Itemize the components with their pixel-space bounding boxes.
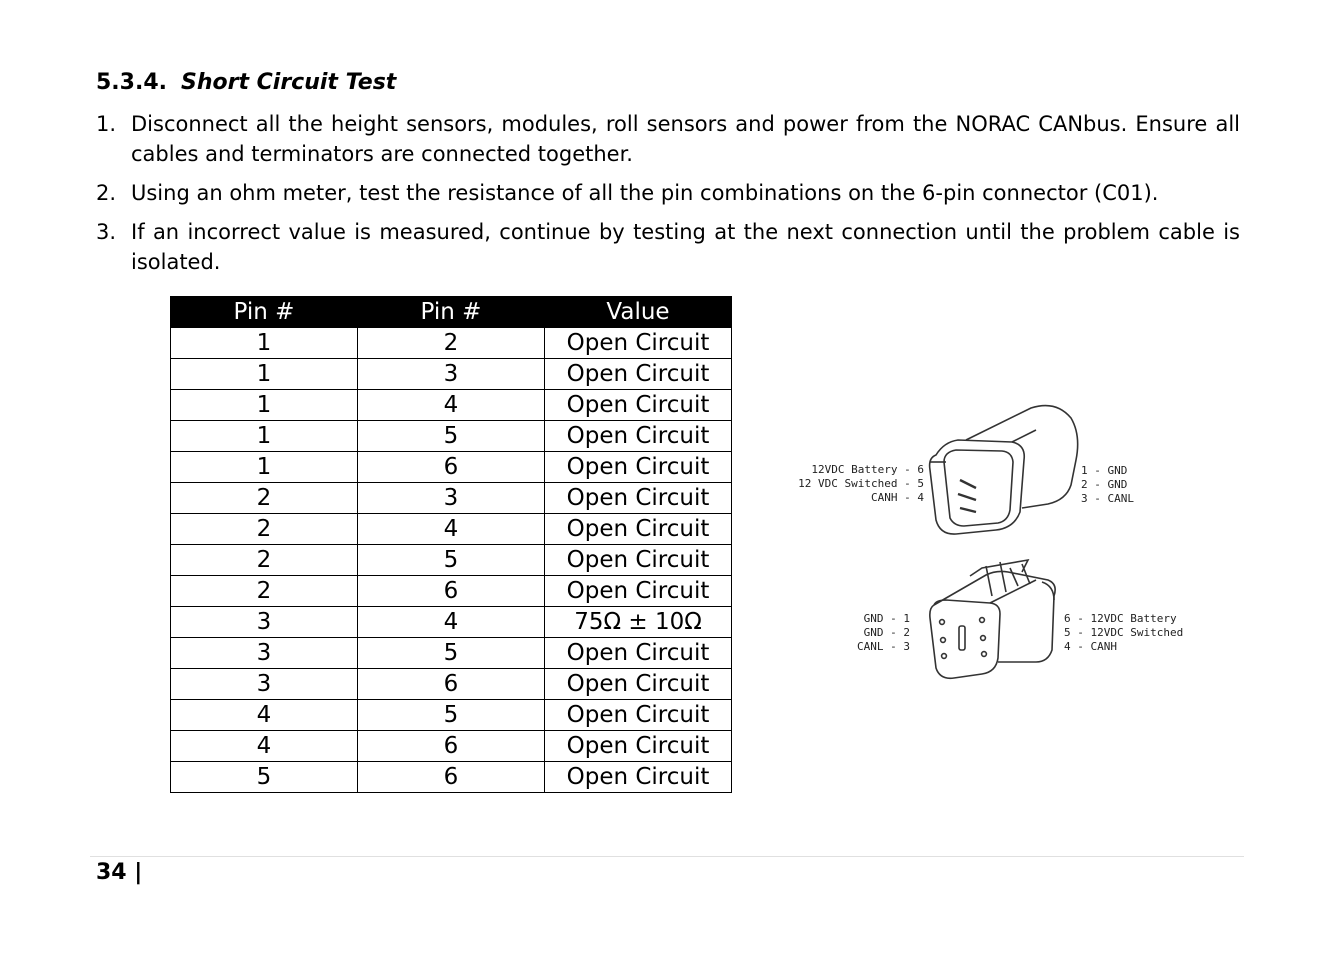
page-number: 34 | xyxy=(96,860,143,885)
table-row xyxy=(171,700,732,731)
cell-value: Open Circuit xyxy=(545,669,732,700)
step-item xyxy=(96,178,1240,208)
step-item xyxy=(96,217,1240,277)
bottom-left-labels xyxy=(826,612,910,654)
cell-pin-b: 2 xyxy=(358,328,545,359)
top-right-labels xyxy=(1081,464,1134,506)
top-connector-icon xyxy=(930,406,1078,535)
cell-value: Open Circuit xyxy=(545,390,732,421)
cell-value: Open Circuit xyxy=(545,421,732,452)
section-number: 5.3.4. xyxy=(96,70,167,95)
pin-label: GND - 1 xyxy=(863,612,910,625)
pin-label: 4 - CANH xyxy=(1064,640,1117,653)
step-number: 1. xyxy=(96,112,117,136)
pin-label: CANL - 3 xyxy=(857,640,910,653)
cell-value: Open Circuit xyxy=(545,483,732,514)
table-row xyxy=(171,731,732,762)
cell-pin-a: 1 xyxy=(171,452,358,483)
table-row xyxy=(171,421,732,452)
cell-pin-a: 2 xyxy=(171,514,358,545)
cell-pin-a: 1 xyxy=(171,421,358,452)
pin-resistance-table xyxy=(170,296,732,793)
cell-pin-b: 3 xyxy=(358,359,545,390)
cell-pin-a: 1 xyxy=(171,359,358,390)
table-row xyxy=(171,390,732,421)
cell-pin-a: 4 xyxy=(171,731,358,762)
table-row xyxy=(171,762,732,793)
cell-value: Open Circuit xyxy=(545,328,732,359)
cell-value: Open Circuit xyxy=(545,762,732,793)
pin-label: 6 - 12VDC Battery xyxy=(1064,612,1177,625)
table-row xyxy=(171,514,732,545)
cell-pin-a: 2 xyxy=(171,483,358,514)
cell-pin-b: 6 xyxy=(358,731,545,762)
pin-label: CANH - 4 xyxy=(871,491,924,504)
connector-drawing xyxy=(786,400,1206,700)
step-number: 2. xyxy=(96,181,117,205)
cell-value: Open Circuit xyxy=(545,452,732,483)
table-row xyxy=(171,483,732,514)
section-title: Short Circuit Test xyxy=(181,70,397,95)
cell-value: Open Circuit xyxy=(545,359,732,390)
cell-pin-b: 4 xyxy=(358,514,545,545)
cell-pin-a: 5 xyxy=(171,762,358,793)
pin-label: 5 - 12VDC Switched xyxy=(1064,626,1184,639)
pin-label: 3 - CANL xyxy=(1081,492,1134,505)
step-item xyxy=(96,109,1240,169)
cell-pin-b: 6 xyxy=(358,762,545,793)
cell-value: Open Circuit xyxy=(545,514,732,545)
steps-list xyxy=(96,109,1240,286)
cell-value: Open Circuit xyxy=(545,731,732,762)
pin-label: 12VDC Battery - 6 xyxy=(811,463,924,476)
header-pin-b: Pin # xyxy=(358,297,545,328)
cell-pin-b: 6 xyxy=(358,576,545,607)
header-pin-a: Pin # xyxy=(171,297,358,328)
top-left-labels xyxy=(786,463,924,505)
cell-pin-a: 1 xyxy=(171,328,358,359)
table-row xyxy=(171,328,732,359)
cell-pin-b: 5 xyxy=(358,545,545,576)
header-value: Value xyxy=(545,297,732,328)
step-text: Disconnect all the height sensors, modules, roll sensors and power from the NORAC CANbus. Ensure all cables and terminators are connected together. xyxy=(131,112,1240,166)
cell-pin-b: 4 xyxy=(358,390,545,421)
cell-value: Open Circuit xyxy=(545,638,732,669)
pin-label: 1 - GND xyxy=(1081,464,1128,477)
cell-pin-a: 3 xyxy=(171,669,358,700)
step-number: 3. xyxy=(96,220,117,244)
pin-label: GND - 2 xyxy=(863,626,910,639)
table-row xyxy=(171,452,732,483)
cell-value: Open Circuit xyxy=(545,576,732,607)
table-row xyxy=(171,607,732,638)
cell-value: Open Circuit xyxy=(545,700,732,731)
section-heading xyxy=(96,70,396,95)
cell-pin-a: 3 xyxy=(171,607,358,638)
cell-pin-b: 3 xyxy=(358,483,545,514)
cell-pin-a: 2 xyxy=(171,576,358,607)
step-text: Using an ohm meter, test the resistance of all the pin combinations on the 6-pin connector (C01). xyxy=(131,181,1159,205)
cell-pin-a: 4 xyxy=(171,700,358,731)
footer-divider xyxy=(90,856,1244,857)
cell-pin-a: 3 xyxy=(171,638,358,669)
table-row xyxy=(171,638,732,669)
cell-pin-a: 1 xyxy=(171,390,358,421)
bottom-right-labels xyxy=(1064,612,1183,654)
cell-value: Open Circuit xyxy=(545,545,732,576)
cell-pin-b: 6 xyxy=(358,452,545,483)
table-header-row xyxy=(171,297,732,328)
step-text: If an incorrect value is measured, continue by testing at the next connection until the problem cable is isolated. xyxy=(131,220,1240,274)
cell-pin-b: 5 xyxy=(358,638,545,669)
pin-label: 12 VDC Switched - 5 xyxy=(798,477,924,490)
connector-diagram xyxy=(786,400,1206,700)
table-row xyxy=(171,669,732,700)
table-row xyxy=(171,576,732,607)
cell-pin-b: 6 xyxy=(358,669,545,700)
table-row xyxy=(171,545,732,576)
table-row xyxy=(171,359,732,390)
cell-value: 75Ω ± 10Ω xyxy=(545,607,732,638)
cell-pin-a: 2 xyxy=(171,545,358,576)
cell-pin-b: 4 xyxy=(358,607,545,638)
cell-pin-b: 5 xyxy=(358,700,545,731)
pin-label: 2 - GND xyxy=(1081,478,1128,491)
cell-pin-b: 5 xyxy=(358,421,545,452)
bottom-connector-icon xyxy=(930,560,1055,678)
